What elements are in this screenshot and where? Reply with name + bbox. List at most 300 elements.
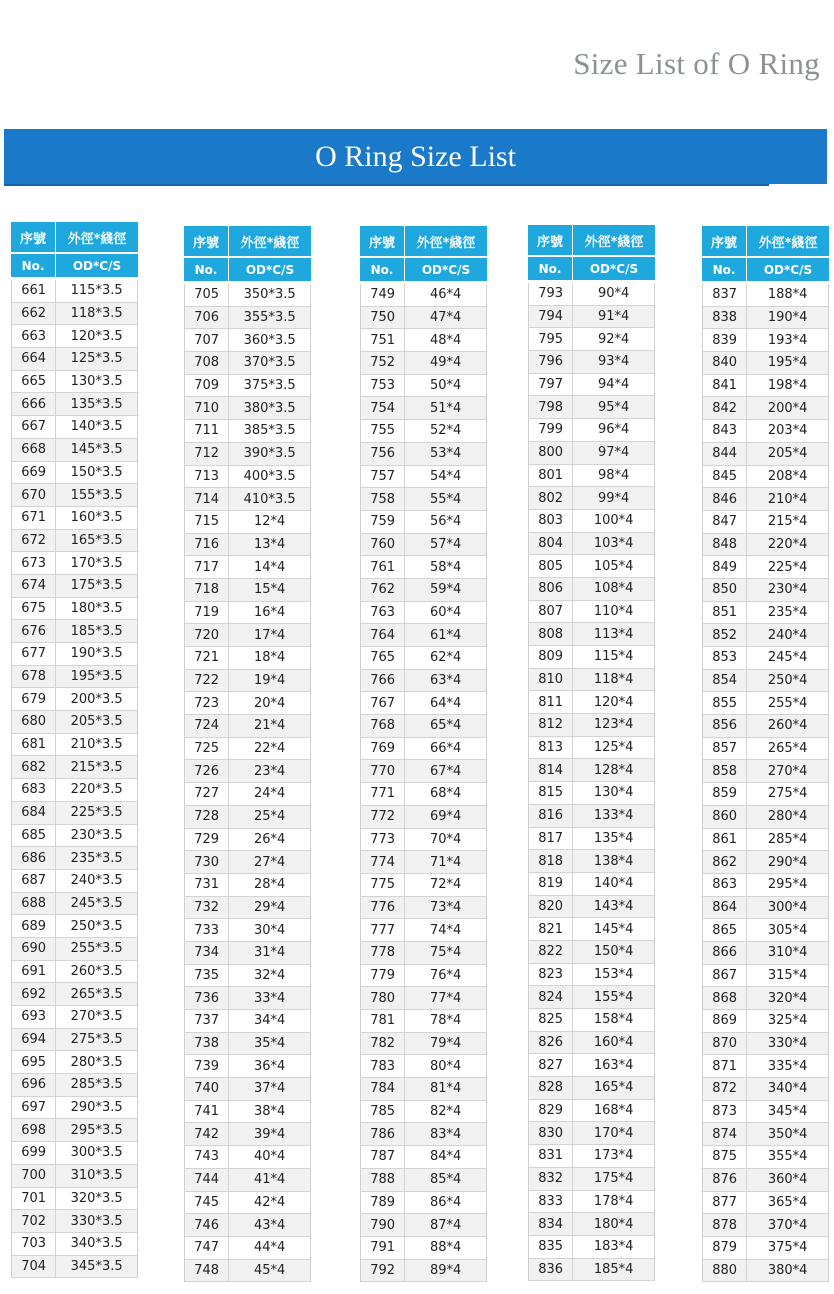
table-row [185,1237,310,1260]
table-row [185,1123,310,1146]
size-number: 711 [185,420,229,442]
size-number: 714 [185,488,229,510]
size-dimensions: 210*4 [767,491,808,507]
size-number: 806 [529,578,573,600]
size-number: 840 [703,352,747,374]
size-dimensions: 340*3.5 [70,1236,123,1252]
table-row [703,1033,828,1056]
size-dimensions: 113*4 [593,626,634,642]
table-row [185,307,310,330]
header-size-cn: 外徑*綫徑 [405,226,487,256]
size-number: 766 [361,670,405,692]
page-title: Size List of O Ring [573,46,820,81]
size-number: 745 [185,1192,229,1214]
table-body [528,283,655,1281]
size-dimensions: 240*3.5 [70,873,123,889]
size-dimensions: 43*4 [253,1217,286,1233]
size-number: 749 [361,284,405,306]
size-number: 706 [185,307,229,329]
table-row [703,1237,828,1260]
size-dimensions: 360*4 [767,1172,808,1188]
table-row [703,1192,828,1215]
table-row [12,643,137,666]
size-number: 743 [185,1146,229,1168]
size-number: 787 [361,1146,405,1168]
table-row [529,873,654,896]
size-dimensions: 325*4 [767,1013,808,1029]
size-number: 860 [703,806,747,828]
size-dimensions: 285*4 [767,831,808,847]
size-dimensions: 300*3.5 [70,1145,123,1161]
size-dimensions: 380*3.5 [243,400,296,416]
size-dimensions: 81*4 [429,1081,462,1097]
size-dimensions: 385*3.5 [243,423,296,439]
size-number: 728 [185,806,229,828]
table-row [703,692,828,715]
size-dimensions: 320*3.5 [70,1190,123,1206]
size-dimensions: 23*4 [253,763,286,779]
size-number: 712 [185,443,229,465]
size-dimensions: 310*4 [767,945,808,961]
size-dimensions: 115*4 [593,649,634,665]
size-dimensions: 118*3.5 [70,306,123,322]
size-dimensions: 355*3.5 [243,310,296,326]
size-dimensions: 39*4 [253,1126,286,1142]
size-dimensions: 330*3.5 [70,1213,123,1229]
size-number: 676 [12,620,56,642]
table-row [703,624,828,647]
size-dimensions: 275*4 [767,786,808,802]
table-row [529,601,654,624]
size-dimensions: 290*4 [767,854,808,870]
table-row [703,919,828,942]
size-dimensions: 170*3.5 [70,555,123,571]
size-number: 857 [703,738,747,760]
table-row [529,396,654,419]
size-number: 799 [529,419,573,441]
table-row [361,375,486,398]
table-row [361,851,486,874]
size-dimensions: 80*4 [429,1058,462,1074]
size-dimensions: 175*4 [593,1171,634,1187]
table-row [703,874,828,897]
table-row [12,961,137,984]
size-number: 757 [361,466,405,488]
size-dimensions: 45*4 [253,1262,286,1278]
table-row [529,737,654,760]
size-dimensions: 27*4 [253,854,286,870]
size-number: 747 [185,1237,229,1259]
size-dimensions: 38*4 [253,1104,286,1120]
size-dimensions: 16*4 [253,604,286,620]
table-row [12,1165,137,1188]
size-dimensions: 138*4 [593,853,634,869]
table-row [185,965,310,988]
size-dimensions: 360*3.5 [243,332,296,348]
size-number: 818 [529,850,573,872]
table-row [12,1097,137,1120]
size-dimensions: 215*3.5 [70,759,123,775]
size-dimensions: 260*3.5 [70,963,123,979]
size-dimensions: 50*4 [429,378,462,394]
size-number: 809 [529,646,573,668]
table-row [12,983,137,1006]
size-number: 822 [529,941,573,963]
table-row [529,714,654,737]
size-number: 868 [703,987,747,1009]
table-row [529,578,654,601]
table-row [703,534,828,557]
size-number: 767 [361,692,405,714]
table-row [529,805,654,828]
table-row [185,579,310,602]
size-dimensions: 210*3.5 [70,737,123,753]
table-row [529,941,654,964]
size-number: 742 [185,1123,229,1145]
table-row [361,397,486,420]
table-row [361,511,486,534]
size-dimensions: 320*4 [767,990,808,1006]
size-number: 827 [529,1054,573,1076]
size-dimensions: 36*4 [253,1058,286,1074]
table-row [703,670,828,693]
table-row [12,1006,137,1029]
size-dimensions: 61*4 [429,627,462,643]
table-row [529,918,654,941]
size-number: 855 [703,692,747,714]
table-row [361,556,486,579]
table-row [12,825,137,848]
size-dimensions: 165*3.5 [70,532,123,548]
table-row [185,284,310,307]
table-row [185,738,310,761]
table-row [529,896,654,919]
size-dimensions: 190*3.5 [70,646,123,662]
size-number: 852 [703,624,747,646]
size-number: 664 [12,348,56,370]
table-row [12,462,137,485]
size-dimensions: 170*4 [593,1125,634,1141]
table-row [529,487,654,510]
size-number: 738 [185,1033,229,1055]
size-dimensions: 203*4 [767,423,808,439]
table-row [703,602,828,625]
table-row [361,1101,486,1124]
size-dimensions: 180*3.5 [70,600,123,616]
size-number: 696 [12,1074,56,1096]
table-row [12,1119,137,1142]
table-row [12,280,137,303]
size-number: 690 [12,938,56,960]
size-number: 803 [529,510,573,532]
size-number: 727 [185,783,229,805]
size-number: 776 [361,897,405,919]
size-dimensions: 99*4 [597,490,630,506]
size-dimensions: 74*4 [429,922,462,938]
size-dimensions: 89*4 [429,1262,462,1278]
table-row [529,1054,654,1077]
size-number: 775 [361,874,405,896]
size-dimensions: 123*4 [593,717,634,733]
table-row [703,352,828,375]
table-row [703,783,828,806]
size-dimensions: 58*4 [429,559,462,575]
table-row [703,556,828,579]
size-number: 850 [703,579,747,601]
size-dimensions: 300*4 [767,899,808,915]
size-dimensions: 125*3.5 [70,351,123,367]
size-number: 783 [361,1055,405,1077]
size-number: 761 [361,556,405,578]
table-row [185,1101,310,1124]
table-row [12,1051,137,1074]
size-number: 759 [361,511,405,533]
table-row [703,397,828,420]
size-dimensions: 285*3.5 [70,1077,123,1093]
size-dimensions: 375*4 [767,1240,808,1256]
table-row [12,666,137,689]
table-row [703,329,828,352]
size-dimensions: 188*4 [767,287,808,303]
size-dimensions: 48*4 [429,332,462,348]
size-number: 801 [529,465,573,487]
table-row [361,647,486,670]
size-number: 800 [529,442,573,464]
table-body [702,284,829,1282]
size-dimensions: 120*3.5 [70,328,123,344]
table-row [185,1192,310,1215]
size-dimensions: 195*3.5 [70,669,123,685]
table-body [184,284,311,1282]
table-row [12,893,137,916]
header-size-cn: 外徑*綫徑 [229,226,311,256]
table-row [185,329,310,352]
size-dimensions: 87*4 [429,1217,462,1233]
table-row [703,488,828,511]
table-row [12,711,137,734]
size-number: 854 [703,670,747,692]
size-number: 833 [529,1191,573,1213]
table-row [185,670,310,693]
table-row [361,443,486,466]
size-number: 746 [185,1214,229,1236]
size-number: 739 [185,1055,229,1077]
table-row [12,1210,137,1233]
size-number: 680 [12,711,56,733]
header-no-cn: 序號 [528,225,573,255]
table-row [361,1010,486,1033]
size-number: 675 [12,598,56,620]
table-row [361,715,486,738]
size-number: 811 [529,691,573,713]
size-number: 788 [361,1169,405,1191]
table-row [12,1188,137,1211]
header-no-en: No. [184,258,229,281]
table-row [529,623,654,646]
size-number: 861 [703,829,747,851]
table-row [703,851,828,874]
table-row [12,552,137,575]
table-row [529,1168,654,1191]
size-number: 724 [185,715,229,737]
size-number: 865 [703,919,747,941]
table-row [361,1260,486,1283]
size-number: 781 [361,1010,405,1032]
size-dimensions: 57*4 [429,536,462,552]
size-dimensions: 118*4 [593,672,634,688]
header-no-en: No. [360,258,405,281]
size-dimensions: 19*4 [253,673,286,689]
size-dimensions: 42*4 [253,1194,286,1210]
table-row [185,942,310,965]
size-dimensions: 180*4 [593,1216,634,1232]
size-number: 810 [529,669,573,691]
size-dimensions: 140*4 [593,876,634,892]
table-row [12,870,137,893]
size-number: 795 [529,328,573,350]
table-row [185,715,310,738]
size-number: 830 [529,1122,573,1144]
size-dimensions: 130*4 [593,785,634,801]
size-number: 703 [12,1233,56,1255]
header-size-en: OD*C/S [573,257,655,280]
size-dimensions: 67*4 [429,763,462,779]
table-row [703,1101,828,1124]
table-row [361,284,486,307]
table-row [185,511,310,534]
table-row [185,1010,310,1033]
header-no-cn: 序號 [11,222,56,252]
size-number: 839 [703,329,747,351]
size-number: 751 [361,329,405,351]
table-row [703,715,828,738]
size-number: 847 [703,511,747,533]
size-dimensions: 32*4 [253,967,286,983]
table-row [185,829,310,852]
size-dimensions: 72*4 [429,877,462,893]
size-dimensions: 350*4 [767,1126,808,1142]
size-table-2 [184,226,311,1282]
size-dimensions: 73*4 [429,899,462,915]
size-dimensions: 94*4 [597,377,630,393]
table-row [12,688,137,711]
header-size-cn: 外徑*綫徑 [56,222,138,252]
table-row [529,465,654,488]
table-row [185,987,310,1010]
size-dimensions: 85*4 [429,1172,462,1188]
size-dimensions: 60*4 [429,604,462,620]
table-row [185,783,310,806]
table-row [361,1055,486,1078]
table-row [529,555,654,578]
size-number: 682 [12,756,56,778]
size-dimensions: 25*4 [253,809,286,825]
table-row [12,507,137,530]
table-row [703,738,828,761]
size-number: 661 [12,280,56,302]
size-number: 670 [12,484,56,506]
table-row [12,734,137,757]
size-number: 710 [185,397,229,419]
size-dimensions: 240*4 [767,627,808,643]
size-number: 717 [185,556,229,578]
size-dimensions: 250*3.5 [70,918,123,934]
size-number: 873 [703,1101,747,1123]
table-row [529,510,654,533]
size-number: 794 [529,306,573,328]
size-dimensions: 275*3.5 [70,1032,123,1048]
size-dimensions: 100*4 [593,513,634,529]
table-row [529,306,654,329]
table-row [361,1169,486,1192]
size-dimensions: 53*4 [429,446,462,462]
size-dimensions: 92*4 [597,331,630,347]
size-dimensions: 345*4 [767,1104,808,1120]
size-dimensions: 12*4 [253,514,286,530]
size-number: 720 [185,624,229,646]
size-number: 828 [529,1077,573,1099]
size-number: 864 [703,897,747,919]
size-number: 754 [361,397,405,419]
size-number: 877 [703,1192,747,1214]
size-number: 779 [361,965,405,987]
size-number: 862 [703,851,747,873]
size-number: 807 [529,601,573,623]
size-number: 824 [529,986,573,1008]
table-row [361,874,486,897]
table-row [12,756,137,779]
table-row [703,1055,828,1078]
size-dimensions: 66*4 [429,741,462,757]
size-dimensions: 28*4 [253,877,286,893]
size-dimensions: 220*3.5 [70,782,123,798]
size-number: 819 [529,873,573,895]
table-row [703,420,828,443]
size-number: 762 [361,579,405,601]
table-row [361,738,486,761]
size-dimensions: 98*4 [597,467,630,483]
size-dimensions: 18*4 [253,650,286,666]
table-row [703,942,828,965]
size-dimensions: 280*4 [767,809,808,825]
size-number: 758 [361,488,405,510]
size-number: 679 [12,688,56,710]
size-dimensions: 315*4 [767,967,808,983]
size-dimensions: 270*4 [767,763,808,779]
size-number: 702 [12,1210,56,1232]
table-row [529,1077,654,1100]
size-dimensions: 71*4 [429,854,462,870]
table-row [361,307,486,330]
size-number: 684 [12,802,56,824]
table-row [12,484,137,507]
size-dimensions: 51*4 [429,400,462,416]
size-dimensions: 68*4 [429,786,462,802]
table-row [529,351,654,374]
size-dimensions: 22*4 [253,741,286,757]
size-number: 815 [529,782,573,804]
size-number: 730 [185,851,229,873]
size-dimensions: 17*4 [253,627,286,643]
size-dimensions: 96*4 [597,422,630,438]
table-row [185,352,310,375]
size-number: 663 [12,325,56,347]
size-dimensions: 69*4 [429,809,462,825]
size-dimensions: 225*4 [767,559,808,575]
table-row [703,987,828,1010]
size-number: 744 [185,1169,229,1191]
size-number: 856 [703,715,747,737]
